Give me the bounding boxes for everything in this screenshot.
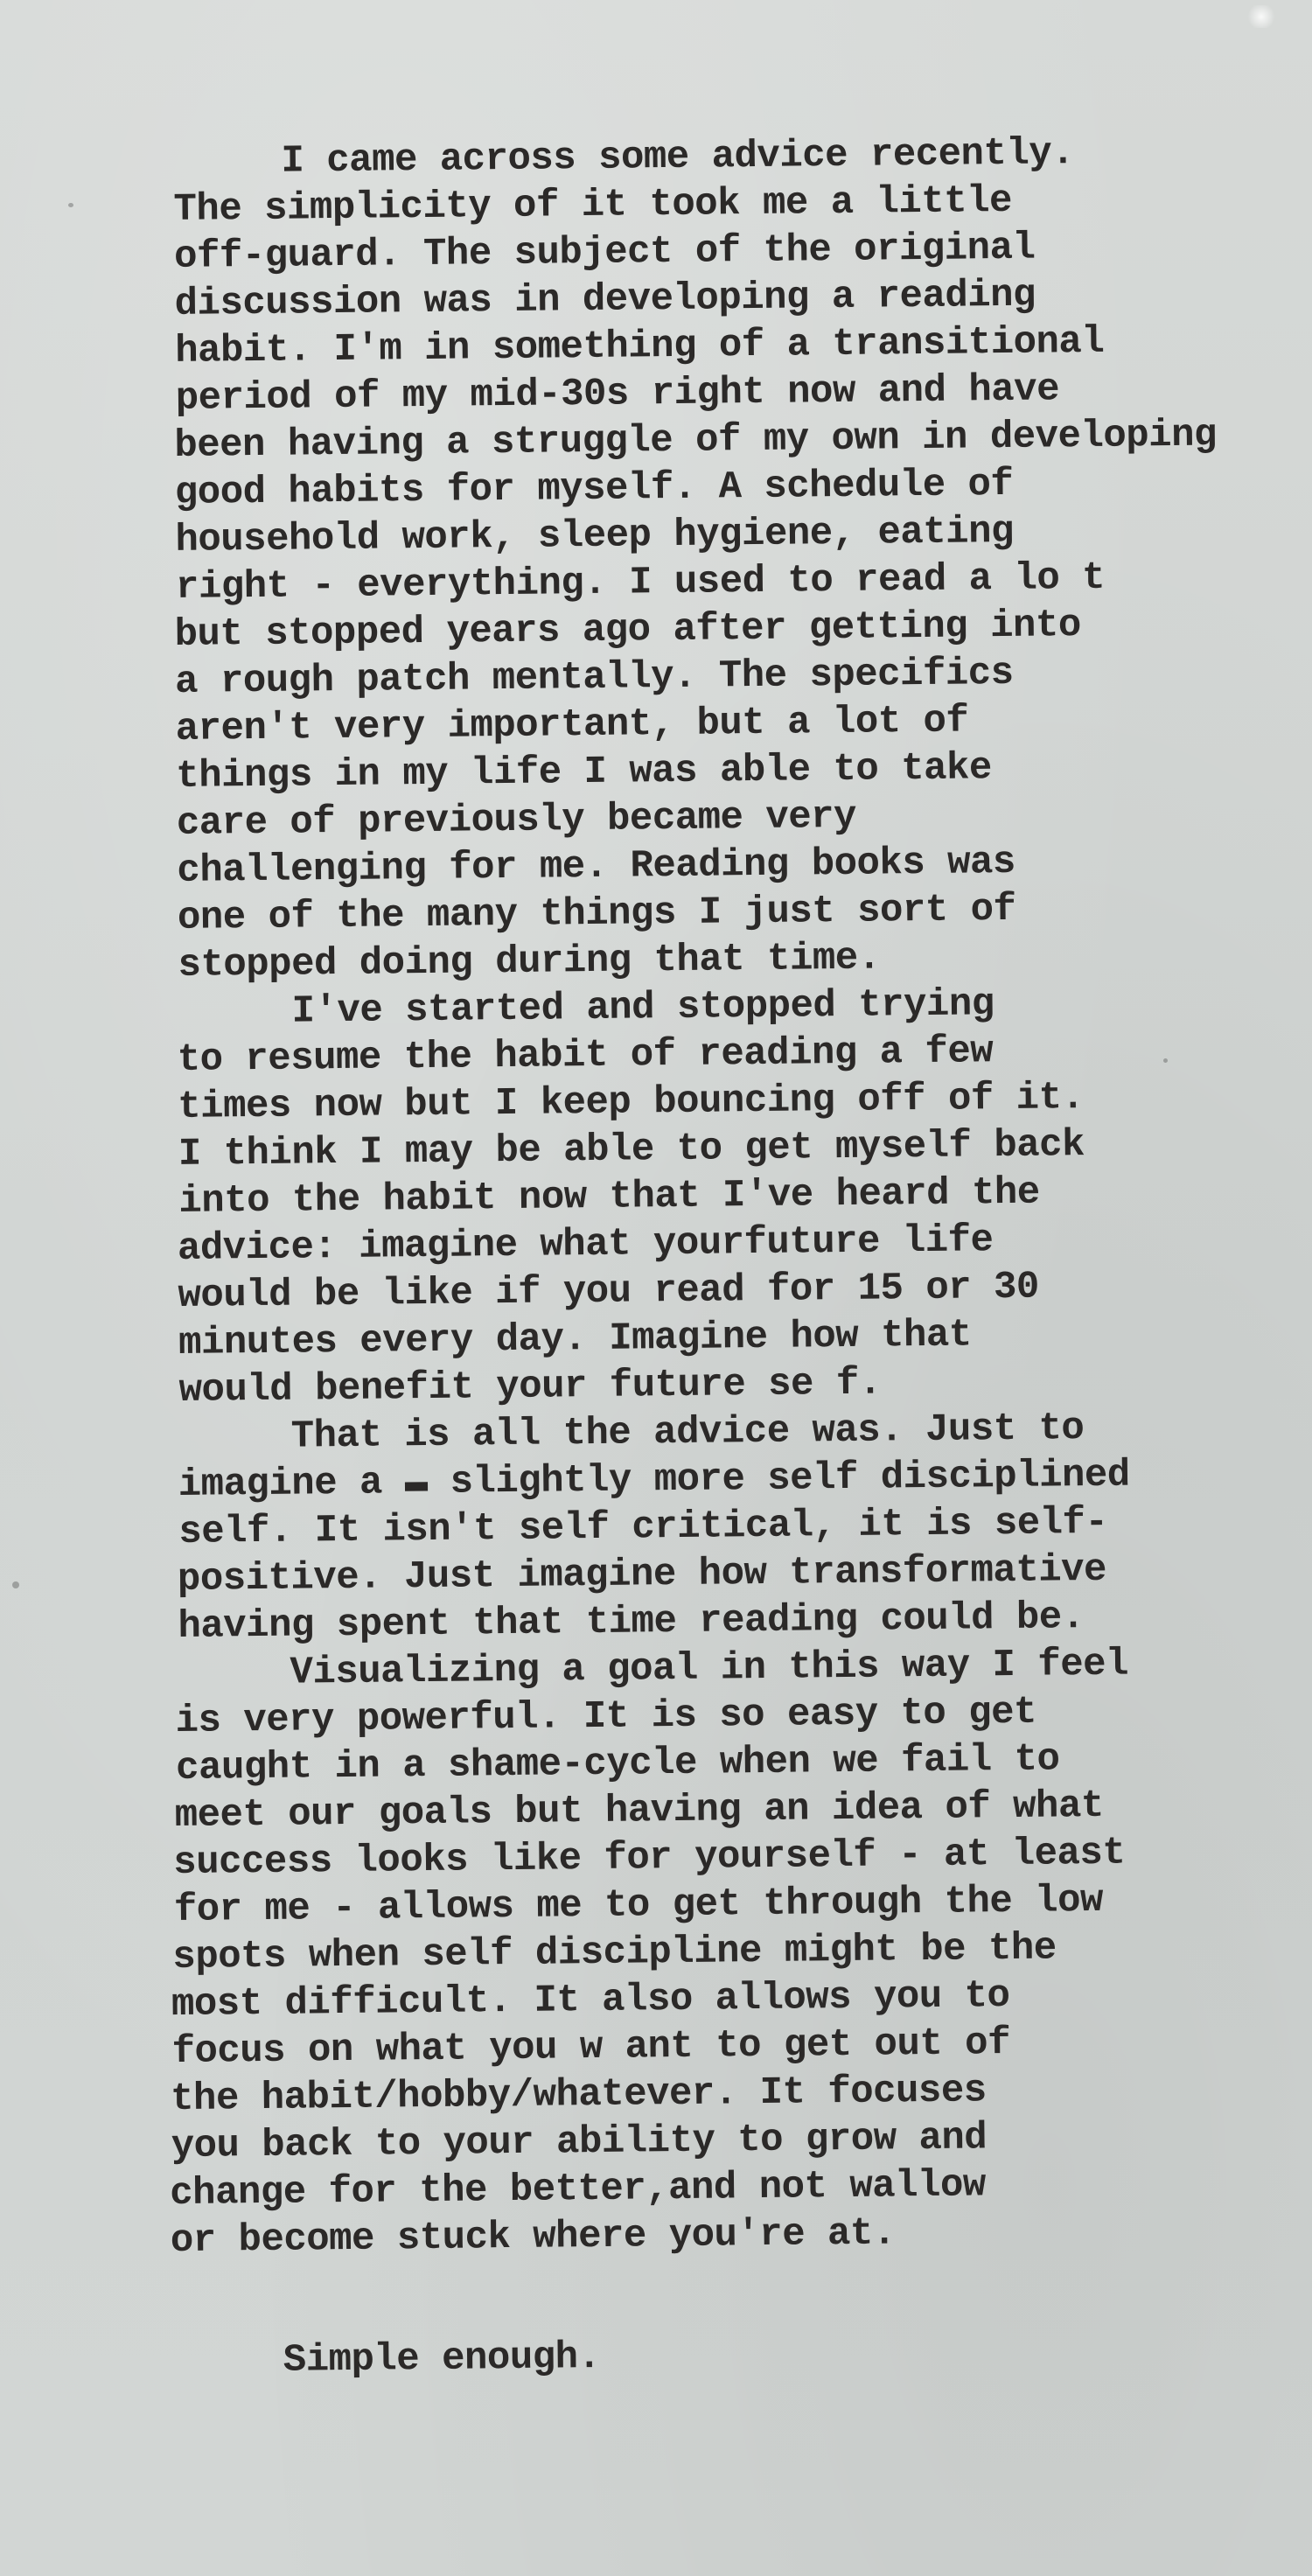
typed-line: for me - allows me to get through the low [173, 1878, 1104, 1933]
typed-line: discussion was in developing a reading [174, 273, 1036, 326]
typed-line: been having a struggle of my own in developing [174, 413, 1218, 468]
typed-line: imagine a ▬ slightly more self disciplined [178, 1453, 1130, 1507]
typed-line: or become stuck where you're at. [170, 2211, 896, 2264]
typed-line: the habit/hobby/whatever. It focuses [170, 2069, 987, 2122]
typed-line: most difficult. It also allows you to [171, 1974, 1010, 2028]
typed-line: but stopped years ago after getting into [174, 604, 1081, 657]
typed-line: having spent that time reading could be. [178, 1595, 1085, 1649]
typed-line: spots when self discipline might be the [172, 1926, 1057, 1980]
typed-line: care of previously became very [176, 794, 857, 846]
typed-line: challenging for me. Reading books was [177, 840, 1016, 893]
typed-line: success looks like for yourself - at least [173, 1831, 1126, 1886]
typed-line: focus on what you w ant to get out of [171, 2021, 1011, 2075]
typed-line: That is all the advice was. Just to [177, 1407, 1085, 1460]
typed-line: positive. Just imagine how transformative [177, 1547, 1107, 1602]
typed-line: is very powerful. It is so easy to get [175, 1690, 1037, 1744]
typed-line: right - everything. I used to read a lo t [175, 555, 1106, 610]
typed-line: caught in a shame-cycle when we fail to [175, 1737, 1060, 1791]
typed-line: off-guard. The subject of the original [173, 226, 1036, 279]
typed-line: times now but I keep bouncing off of it. [178, 1076, 1085, 1129]
typed-line: habit. I'm in something of a transitional [174, 319, 1105, 373]
typed-line: The simplicity of it took me a little [173, 178, 1013, 232]
typed-line: I think I may be able to get myself back [178, 1123, 1085, 1176]
typed-line: you back to your ability to grow and [171, 2116, 987, 2169]
typed-line: advice: imagine what yourfuture life [177, 1218, 994, 1271]
typed-line: I came across some advice recently. [167, 131, 1075, 185]
paper-light-spot [1246, 5, 1277, 28]
typed-line: would be like if you read for 15 or 30 [178, 1265, 1040, 1318]
paper-speck [68, 203, 73, 207]
typed-line: good habits for myself. A schedule of [174, 462, 1014, 515]
typed-line: to resume the habit of reading a few [177, 1030, 994, 1082]
typed-line: things in my life I was able to take [176, 746, 993, 799]
typed-line: period of my mid-30s right now and have [175, 367, 1060, 421]
typed-line: into the habit now that I've heard the [178, 1170, 1040, 1224]
typed-line: minutes every day. Imagine how that [178, 1313, 972, 1365]
typed-line: I've started and stopped trying [178, 982, 994, 1035]
typed-line: Visualizing a goal in this way I feel [176, 1642, 1129, 1696]
typed-line: stopped doing during that time. [178, 936, 881, 988]
typed-line: change for the better,and not wallow [170, 2163, 987, 2216]
paper-speck [12, 1581, 19, 1588]
typed-line: aren't very important, but a lot of [175, 699, 969, 751]
typed-line: one of the many things I just sort of [177, 887, 1016, 940]
typed-line: self. It isn't self critical, it is self- [178, 1500, 1108, 1554]
typed-line: would benefit your future se f. [178, 1361, 882, 1413]
typed-line: household work, sleep hygiene, eating [175, 509, 1015, 562]
typed-line: Simple enough. [170, 2335, 601, 2384]
paper-speck [1163, 1058, 1168, 1063]
typed-line: meet our goals but having an idea of what [174, 1784, 1105, 1839]
typed-line: a rough patch mentally. The specifics [174, 651, 1014, 704]
